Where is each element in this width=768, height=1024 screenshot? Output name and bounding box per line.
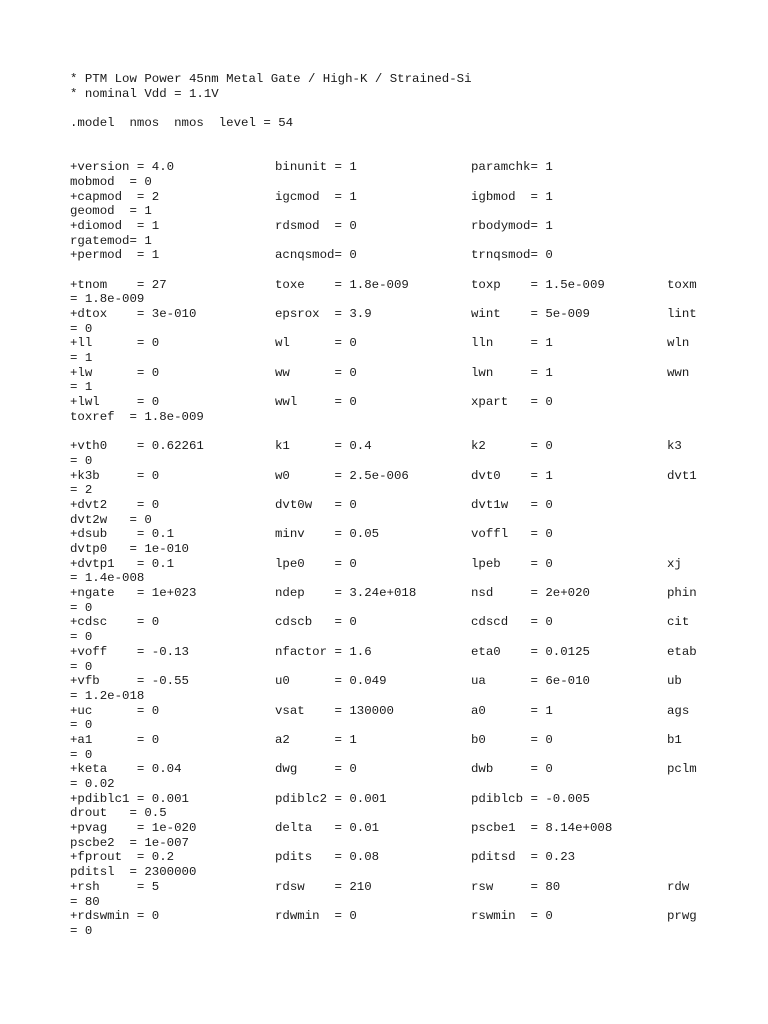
parameter-cell: ndep = 3.24e+018 (275, 586, 417, 601)
parameter-cell: ww = 0 (275, 365, 357, 380)
parameter-row (70, 557, 720, 572)
parameter-wrap-line: = 0 (70, 630, 93, 645)
parameter-row (70, 498, 720, 513)
parameter-wrap-line: dvt2w = 0 (70, 512, 152, 527)
parameter-row (70, 733, 720, 748)
parameter-cell: rsw = 80 (471, 879, 561, 894)
parameter-cell: dvt1w = 0 (471, 497, 553, 512)
parameter-cell: wwl = 0 (275, 395, 357, 410)
parameter-cell: w0 = 2.5e-006 (275, 468, 409, 483)
parameter-cell: +ll = 0 (70, 336, 160, 351)
parameter-cell: a2 = 1 (275, 732, 357, 747)
parameter-cell: cit (667, 615, 690, 630)
parameter-row (70, 792, 720, 807)
blank-line (70, 131, 720, 160)
parameter-cell: k2 = 0 (471, 439, 553, 454)
parameter-cell: epsrox = 3.9 (275, 307, 372, 322)
parameter-cell: +rdswmin = 0 (70, 909, 160, 924)
parameter-cell: eta0 = 0.0125 (471, 644, 590, 659)
parameter-cell: paramchk= 1 (471, 160, 553, 175)
parameter-row (70, 850, 720, 865)
parameter-cell: pdiblcb = -0.005 (471, 791, 590, 806)
parameter-row (70, 527, 720, 542)
parameter-row (70, 762, 720, 777)
parameter-row (70, 366, 720, 381)
parameter-cell: +rsh = 5 (70, 879, 160, 894)
parameter-cell: +ngate = 1e+023 (70, 586, 197, 601)
parameter-cell: +dvtp1 = 0.1 (70, 556, 175, 571)
parameter-wrap-line: = 0 (70, 600, 93, 615)
parameter-wrap-line: geomod = 1 (70, 204, 152, 219)
parameter-cell: +dvt2 = 0 (70, 497, 160, 512)
parameter-cell: u0 = 0.049 (275, 674, 387, 689)
parameter-cell: toxp = 1.5e-009 (471, 277, 605, 292)
parameter-row (70, 469, 720, 484)
parameter-row (70, 586, 720, 601)
parameter-cell: pditsd = 0.23 (471, 850, 576, 865)
parameter-row (70, 190, 720, 205)
parameter-cell: +lw = 0 (70, 365, 160, 380)
parameter-cell: +vfb = -0.55 (70, 674, 189, 689)
parameter-cell: rdsmod = 0 (275, 218, 357, 233)
parameter-cell: +fprout = 0.2 (70, 850, 175, 865)
parameter-row (70, 219, 720, 234)
parameter-wrap-line: = 0 (70, 747, 93, 762)
parameter-cell: wl = 0 (275, 336, 357, 351)
parameter-block (70, 160, 720, 263)
parameter-cell: xj (667, 556, 682, 571)
parameter-wrap-line: dvtp0 = 1e-010 (70, 542, 189, 557)
parameter-cell: nsd = 2e+020 (471, 586, 590, 601)
parameter-cell: +lwl = 0 (70, 395, 160, 410)
parameter-block (70, 439, 720, 938)
model-declaration: .model nmos nmos level = 54 (70, 116, 294, 131)
parameter-cell: a0 = 1 (471, 703, 553, 718)
parameter-wrap-line: drout = 0.5 (70, 806, 167, 821)
parameter-cell: +dsub = 0.1 (70, 527, 175, 542)
parameter-cell: cdscb = 0 (275, 615, 357, 630)
parameter-wrap-line: = 1 (70, 351, 93, 366)
spice-model-document (70, 72, 720, 939)
parameter-cell: +pdiblc1 = 0.001 (70, 791, 189, 806)
parameter-cell: wln (667, 336, 690, 351)
parameter-cell: prwg (667, 909, 697, 924)
parameter-cell: toxe = 1.8e-009 (275, 277, 409, 292)
parameter-cell: lpeb = 0 (471, 556, 553, 571)
parameter-row (70, 821, 720, 836)
parameter-cell: delta = 0.01 (275, 821, 380, 836)
parameter-cell: rbodymod= 1 (471, 218, 553, 233)
parameter-wrap-line: = 0 (70, 659, 93, 674)
parameter-row (70, 248, 720, 263)
parameter-cell: phin (667, 586, 697, 601)
parameter-cell: ua = 6e-010 (471, 674, 590, 689)
parameter-cell: pdits = 0.08 (275, 850, 380, 865)
parameter-row (70, 336, 720, 351)
parameter-cell: dvt0w = 0 (275, 497, 357, 512)
parameter-wrap-line: pditsl = 2300000 (70, 865, 197, 880)
parameter-row (70, 909, 720, 924)
parameter-cell: nfactor = 1.6 (275, 644, 372, 659)
parameter-row (70, 674, 720, 689)
parameter-cell: +voff = -0.13 (70, 644, 189, 659)
parameter-cell: binunit = 1 (275, 160, 357, 175)
parameter-cell: igbmod = 1 (471, 189, 553, 204)
parameter-cell: wint = 5e-009 (471, 307, 590, 322)
parameter-wrap-line: = 0 (70, 923, 93, 938)
parameter-cell: k3 (667, 439, 682, 454)
parameter-cell: dwb = 0 (471, 762, 553, 777)
parameter-cell: toxm (667, 277, 697, 292)
parameter-wrap-line: toxref = 1.8e-009 (70, 409, 204, 424)
parameter-cell: lint (667, 307, 697, 322)
parameter-cell: k1 = 0.4 (275, 439, 372, 454)
parameter-cell: dvt1 (667, 468, 697, 483)
parameter-wrap-line: = 2 (70, 483, 93, 498)
parameter-cell: acnqsmod= 0 (275, 248, 357, 263)
parameter-cell: lpe0 = 0 (275, 556, 357, 571)
parameter-blocks (70, 160, 720, 938)
parameter-cell: +uc = 0 (70, 703, 160, 718)
parameter-cell: rdsw = 210 (275, 879, 372, 894)
parameter-cell: lwn = 1 (471, 365, 553, 380)
blank-line (70, 101, 720, 116)
parameter-row (70, 704, 720, 719)
parameter-wrap-line: = 0 (70, 453, 93, 468)
parameter-wrap-line: mobmod = 0 (70, 174, 152, 189)
parameter-cell: cdscd = 0 (471, 615, 553, 630)
blank-line (70, 425, 720, 440)
parameter-row (70, 880, 720, 895)
parameter-cell: pscbe1 = 8.14e+008 (471, 821, 613, 836)
parameter-cell: +pvag = 1e-020 (70, 821, 197, 836)
header-comment-1: * PTM Low Power 45nm Metal Gate / High-K / Strained-Si (70, 72, 472, 86)
parameter-cell: igcmod = 1 (275, 189, 357, 204)
parameter-cell: +tnom = 27 (70, 277, 167, 292)
parameter-cell: lln = 1 (471, 336, 553, 351)
parameter-cell: +capmod = 2 (70, 189, 160, 204)
parameter-cell: xpart = 0 (471, 395, 553, 410)
parameter-row (70, 645, 720, 660)
parameter-cell: trnqsmod= 0 (471, 248, 553, 263)
parameter-cell: +diomod = 1 (70, 218, 160, 233)
parameter-cell: pdiblc2 = 0.001 (275, 791, 387, 806)
parameter-cell: +dtox = 3e-010 (70, 307, 197, 322)
parameter-block (70, 278, 720, 425)
parameter-cell: +permod = 1 (70, 248, 160, 263)
parameter-cell: vsat = 130000 (275, 703, 394, 718)
parameter-wrap-line: = 0 (70, 321, 93, 336)
parameter-cell: +k3b = 0 (70, 468, 160, 483)
parameter-cell: minv = 0.05 (275, 527, 380, 542)
parameter-cell: dvt0 = 1 (471, 468, 553, 483)
parameter-wrap-line: = 1.8e-009 (70, 292, 145, 307)
blank-line (70, 263, 720, 278)
parameter-cell: pclm (667, 762, 697, 777)
parameter-cell: +vth0 = 0.62261 (70, 439, 204, 454)
parameter-cell: b1 (667, 732, 682, 747)
parameter-row (70, 439, 720, 454)
parameter-wrap-line: = 1 (70, 380, 93, 395)
parameter-row (70, 307, 720, 322)
parameter-row (70, 278, 720, 293)
parameter-cell: rswmin = 0 (471, 909, 553, 924)
parameter-cell: b0 = 0 (471, 732, 553, 747)
parameter-cell: rdw (667, 879, 690, 894)
parameter-cell: voffl = 0 (471, 527, 553, 542)
parameter-wrap-line: pscbe2 = 1e-007 (70, 835, 189, 850)
header-comment-2: * nominal Vdd = 1.1V (70, 86, 219, 101)
parameter-cell: +keta = 0.04 (70, 762, 182, 777)
parameter-wrap-line: = 1.2e-018 (70, 688, 145, 703)
parameter-row (70, 160, 720, 175)
parameter-cell: +a1 = 0 (70, 732, 160, 747)
parameter-cell: dwg = 0 (275, 762, 357, 777)
parameter-cell: +cdsc = 0 (70, 615, 160, 630)
parameter-cell: ags (667, 703, 690, 718)
parameter-wrap-line: = 80 (70, 894, 100, 909)
parameter-cell: etab (667, 644, 697, 659)
parameter-wrap-line: = 1.4e-008 (70, 571, 145, 586)
parameter-row (70, 395, 720, 410)
parameter-cell: rdwmin = 0 (275, 909, 357, 924)
parameter-row (70, 615, 720, 630)
parameter-cell: +version = 4.0 (70, 160, 175, 175)
parameter-cell: wwn (667, 365, 690, 380)
parameter-wrap-line: = 0.02 (70, 777, 115, 792)
parameter-wrap-line: = 0 (70, 718, 93, 733)
parameter-wrap-line: rgatemod= 1 (70, 233, 152, 248)
parameter-cell: ub (667, 674, 682, 689)
